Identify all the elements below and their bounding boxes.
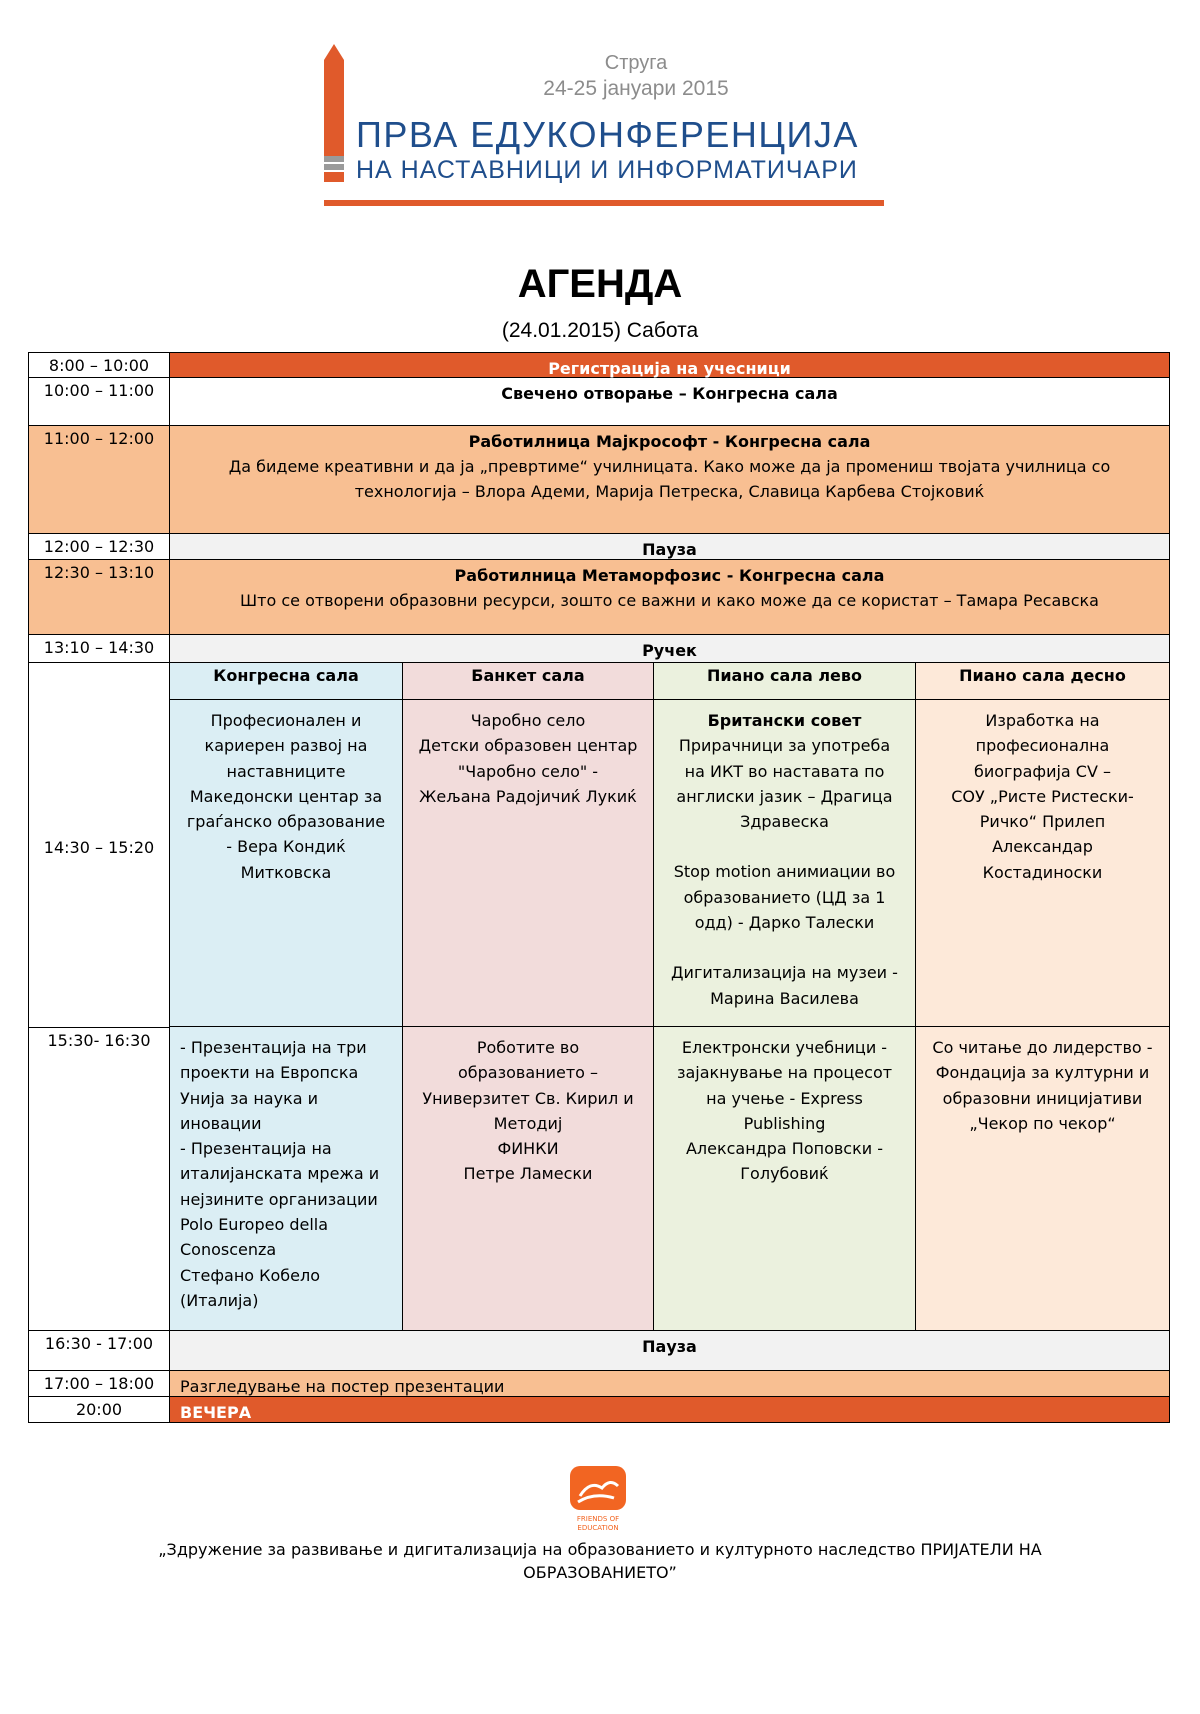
session-block [654,1027,915,1329]
session-block [403,700,653,1027]
room-header: Банкет сала [403,663,653,700]
session-line: Здравеска [740,812,829,832]
session-line: зајакнување на процесот [676,1063,893,1083]
session-block [170,1027,402,1329]
session-line: Чаробно село [470,711,586,730]
session-line: Голубовиќ [740,1164,829,1184]
table-row [28,1331,1170,1371]
workshop-desc-line: технологија – Влора Адеми, Марија Петреска, Славица Карбева Стојковиќ [354,482,985,501]
footer-organization [150,1538,1050,1584]
session-line: "Чаробно село" - [457,761,599,781]
session-line: Polo Europeo della [180,1215,329,1235]
session-line: Методиј [493,1113,563,1133]
logo-text: FRIENDS OF [576,1515,620,1523]
room-header: Пиано сала десно [916,663,1169,700]
session-line: Фондација за културни и [935,1063,1150,1083]
session-block [403,1027,653,1329]
session-title: Британски совет [707,711,862,730]
table-row [28,1371,1170,1397]
session-line: Александра Поповски - [685,1139,884,1159]
session-line: „Чекор по чекор“ [969,1113,1116,1133]
session-block [170,700,402,1027]
time-cell: 14:30 – 15:20 [43,838,155,857]
session-line: проекти на Европска [180,1063,359,1083]
session-line: на ИКТ во наставата по [684,761,885,781]
agenda-table [28,352,1170,1432]
room-column-piano-levo [654,663,916,1330]
time-cell: 16:30 - 17:00 [29,1331,170,1370]
session-line: образовни иницијативи [942,1088,1143,1108]
session-line: Македонски центар за [189,786,383,806]
session-block [916,700,1169,1027]
logo-city: Струга [604,52,668,74]
session-line: Марина Василева [710,988,859,1008]
registration-cell: Регистрација на учесници [170,353,1169,377]
room-header: Пиано сала лево [654,663,915,700]
session-line: Со читање до лидерство - [932,1038,1153,1057]
session-line: на учење - Express [706,1088,863,1108]
session-line: Publishing [743,1113,826,1133]
footer-line: „Здружение за развивање и дигитализација на образованието и културното наследство ПРИЈАТЕЛИ НА [158,1540,1042,1559]
spacer [662,935,907,960]
session-line: наставниците [226,761,346,781]
logo-title-line1: ПРВА ЕДУКОНФЕРЕНЦИЈА [356,114,859,155]
lunch-cell: Ручек [170,635,1169,662]
logo-text: EDUCATION [577,1524,619,1532]
session-line: Conoscenza [180,1240,277,1260]
session-line: - Презентација на [180,1139,332,1159]
session-line: - Презентација на три [180,1038,367,1057]
session-line: Роботите во [476,1038,580,1057]
poster-cell: Разгледување на постер презентации [170,1371,1169,1396]
session-line: образованието (ЦД за 1 [683,887,886,907]
workshop-title: Работилница Метаморфозис - Конгресна сала [454,566,885,585]
session-line: Професионален и [210,711,362,730]
session-line: професионална [975,736,1110,756]
parallel-sessions [28,663,1170,1331]
session-block [654,700,915,1027]
table-row [28,560,1170,635]
session-line: Ричко“ Прилеп [979,812,1106,832]
workshop-desc-line: Да бидеме креативни и да ја „превртиме“ училницата. Како може да ја промениш твојата училница со [228,457,1111,476]
table-row [28,1397,1170,1423]
divider [29,1027,169,1028]
logo-title-line2: НА НАСТАВНИЦИ И ИНФОРМАТИЧАРИ [356,156,858,184]
session-line: Електронски учебници - [681,1038,888,1057]
session-line: (Италија) [180,1290,259,1310]
opening-cell: Свечено отворање – Конгресна сала [170,378,1169,425]
session-line: Прирачници за употреба [678,736,891,756]
table-row [28,635,1170,663]
dinner-cell: ВЕЧЕРА [170,1397,1169,1422]
session-line: Унија за наука и [180,1088,319,1108]
session-line: Изработка на [985,711,1100,730]
table-row [28,378,1170,426]
session-line: Стефано Кобело [180,1265,321,1285]
session-line: кариерен развој на [204,736,368,756]
session-line: нејзините организации [180,1189,378,1209]
logo-underline [324,200,884,206]
session-line: СОУ „Ристе Ристески- [951,786,1134,806]
table-row [28,534,1170,560]
table-row [28,352,1170,378]
session-times [29,663,170,1330]
time-cell: 8:00 – 10:00 [29,353,170,377]
time-cell: 13:10 – 14:30 [29,635,170,662]
session-line: Александар [992,837,1093,857]
session-line: италијанската мрежа и [180,1164,380,1184]
pencil-icon [324,44,344,182]
session-line: одд) - Дарко Талески [694,913,875,933]
time-cell: 12:00 – 12:30 [29,534,170,559]
time-cell: 11:00 – 12:00 [29,426,170,533]
session-line: иновации [180,1113,262,1133]
metamorphosis-workshop-cell [170,560,1169,634]
session-line: граѓанско образование [186,812,386,832]
footer-line: ОБРАЗОВАНИЕТО” [523,1563,677,1582]
workshop-desc-line: Што се отворени образовни ресурси, зошто се важни и како може да се користат – Тамара Ресавска [240,591,1099,610]
session-line: - Вера Кондиќ [226,837,346,857]
session-line: Детски образовен центар [418,736,638,756]
pause-cell: Пауза [170,1331,1169,1370]
time-cell: 15:30- 16:30 [47,1031,151,1050]
hands-icon [566,1466,630,1536]
time-cell: 17:00 – 18:00 [29,1371,170,1396]
page-subtitle: (24.01.2015) Сабота [501,319,699,342]
table-row [28,426,1170,534]
microsoft-workshop-cell [170,426,1169,533]
time-cell: 10:00 – 11:00 [29,378,170,425]
session-line: Митковска [240,862,332,882]
room-column-banket [403,663,654,1330]
session-line: образованието – [457,1063,599,1083]
conference-logo [320,44,890,214]
spacer [662,834,907,859]
session-line: ФИНКИ [497,1139,559,1159]
page-title: АГЕНДА [517,262,683,306]
session-line: Петре Ламески [463,1164,593,1184]
session-line: Дигитализација на музеи - [671,963,898,983]
session-line: англиски јазик – Драгица [676,786,893,806]
room-column-piano-desno [916,663,1169,1330]
logo-dates: 24-25 јануари 2015 [543,77,729,100]
session-line: биографија CV – [973,761,1112,781]
workshop-title: Работилница Мајкрософт - Конгресна сала [468,432,871,451]
time-cell: 12:30 – 13:10 [29,560,170,634]
pause-cell: Пауза [170,534,1169,559]
session-block [916,1027,1169,1329]
session-line: Stop motion анимиации во [673,862,896,882]
session-line: Жељана Радојичиќ Лукиќ [419,786,637,806]
session-line: Костадиноски [982,862,1103,882]
session-line: Универзитет Св. Кирил и [422,1088,634,1108]
room-header: Конгресна сала [170,663,402,700]
time-cell: 20:00 [29,1397,170,1422]
room-column-kongresna [170,663,403,1330]
friends-of-education-logo [566,1466,630,1536]
